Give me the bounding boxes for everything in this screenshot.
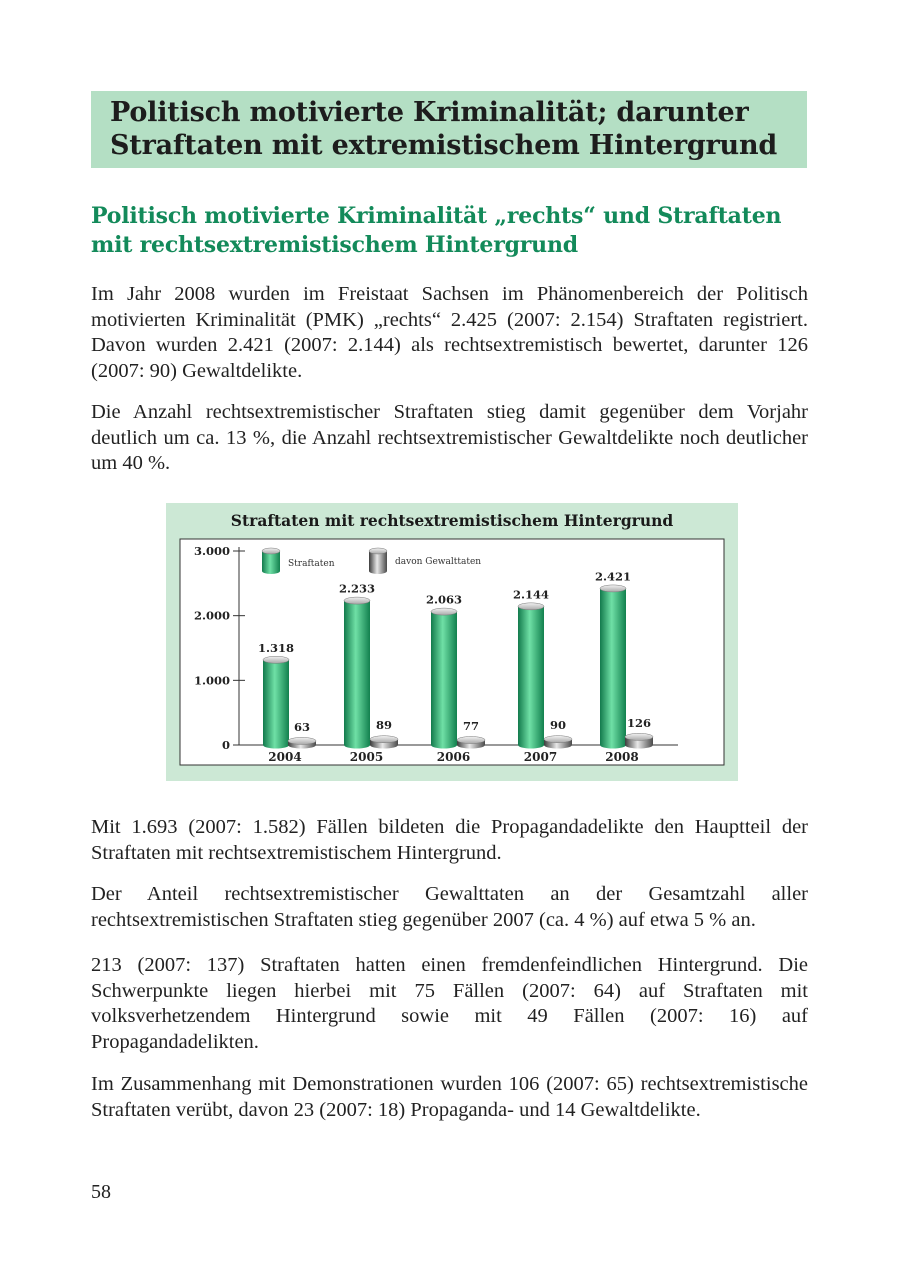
chart-frame <box>166 503 738 781</box>
bar-chart <box>166 503 738 781</box>
data-label-gewalttaten: 89 <box>375 718 393 733</box>
bar-straftaten <box>600 585 626 749</box>
paragraph-3: Mit 1.693 (2007: 1.582) Fällen bildeten die Propagandadelikte den Hauptteil der Straftaten mit rechtsextremistischem Hintergrund. <box>91 816 808 864</box>
data-label-gewalttaten: 90 <box>549 718 567 733</box>
data-label-straftaten: 1.318 <box>257 640 295 655</box>
y-tick-label: 3.000 <box>193 544 230 558</box>
section-heading-line-1: Politisch motivierte Kriminalität „rechts“ und Straftaten <box>91 203 782 229</box>
data-label-gewalttaten: 77 <box>462 719 480 734</box>
data-label-straftaten: 2.421 <box>594 569 632 584</box>
x-tick-label: 2008 <box>605 750 639 764</box>
bar-gewalttaten <box>625 733 653 748</box>
paragraph-6: Im Zusammenhang mit Demonstrationen wurden 106 (2007: 65) rechtsextremistische Straftaten verübt, davon 23 (2007: 18) Propaganda- und 14 Gewaltdelikte. <box>91 1073 808 1121</box>
data-label-straftaten: 2.144 <box>512 587 550 602</box>
bar-gewalttaten <box>288 737 316 748</box>
x-tick-label: 2005 <box>349 750 384 764</box>
section-heading <box>91 202 807 260</box>
y-tick-label: 2.000 <box>193 608 230 623</box>
chart-title: Straftaten mit rechtsextremistischem Hintergrund <box>230 511 674 530</box>
bar-gewalttaten <box>457 737 485 749</box>
page-number: 58 <box>91 1181 111 1203</box>
bar-gewalttaten <box>544 736 572 749</box>
legend-label-gewalttaten: davon Gewalttaten <box>395 557 482 567</box>
data-label-straftaten: 2.063 <box>425 592 463 607</box>
bar-straftaten <box>344 597 370 748</box>
page-title-line-1: Politisch motivierte Kriminalität; darunter <box>110 97 749 128</box>
paragraph-5: 213 (2007: 137) Straftaten hatten einen fremdenfeindlichen Hintergrund. Die Schwerpunkte liegen hierbei mit 75 Fällen (2007: 64) auf Straftaten mit volksverhetzendem Hintergrund sowie mit 49 Fällen (2007: 16) auf Propagandadelikten. <box>91 954 808 1053</box>
page-title-line-2: Straftaten mit extremistischem Hintergrund <box>110 130 778 161</box>
bar-gewalttaten <box>370 736 398 749</box>
y-tick-label: 0 <box>221 738 230 752</box>
page-title-box <box>91 91 807 168</box>
bar-straftaten <box>518 603 544 749</box>
paragraph-2: Die Anzahl rechtsextremistischer Straftaten stieg damit gegenüber dem Vorjahr deutlich um ca. 13 %, die Anzahl rechtsextremistischer Gewaltdelikte noch deutlicher um 40 %. <box>91 401 808 474</box>
data-label-gewalttaten: 126 <box>626 715 652 730</box>
x-tick-label: 2004 <box>268 750 302 764</box>
y-tick-label: 1.000 <box>193 673 230 688</box>
legend-label-straftaten: Straftaten <box>288 559 335 569</box>
data-label-straftaten: 2.233 <box>338 581 376 596</box>
x-tick-label: 2007 <box>523 750 558 764</box>
page-title <box>110 96 789 162</box>
paragraph-1: Im Jahr 2008 wurden im Freistaat Sachsen im Phänomenbereich der Politisch motivierten Kriminalität (PMK) „rechts“ 2.425 (2007: 2.154) Straftaten registriert. Davon wurden 2.421 (2007: 2.144) als rechtsextremistisch bewertet, darunter 126 (2007: 90) Gewaltdelikte. <box>91 283 808 382</box>
bar-straftaten <box>431 608 457 748</box>
bar-straftaten <box>263 656 289 748</box>
x-tick-label: 2006 <box>436 750 471 764</box>
paragraph-4: Der Anteil rechtsextremistischer Gewalttaten an der Gesamtzahl aller rechtsextremistischen Straftaten stieg gegenüber 2007 (ca. 4 %) auf etwa 5 % an. <box>91 883 808 931</box>
legend-swatch-gewalttaten <box>369 548 387 574</box>
data-label-gewalttaten: 63 <box>293 719 311 734</box>
legend-swatch-straftaten <box>262 548 280 574</box>
section-heading-line-2: mit rechtsextremistischem Hintergrund <box>91 232 578 258</box>
